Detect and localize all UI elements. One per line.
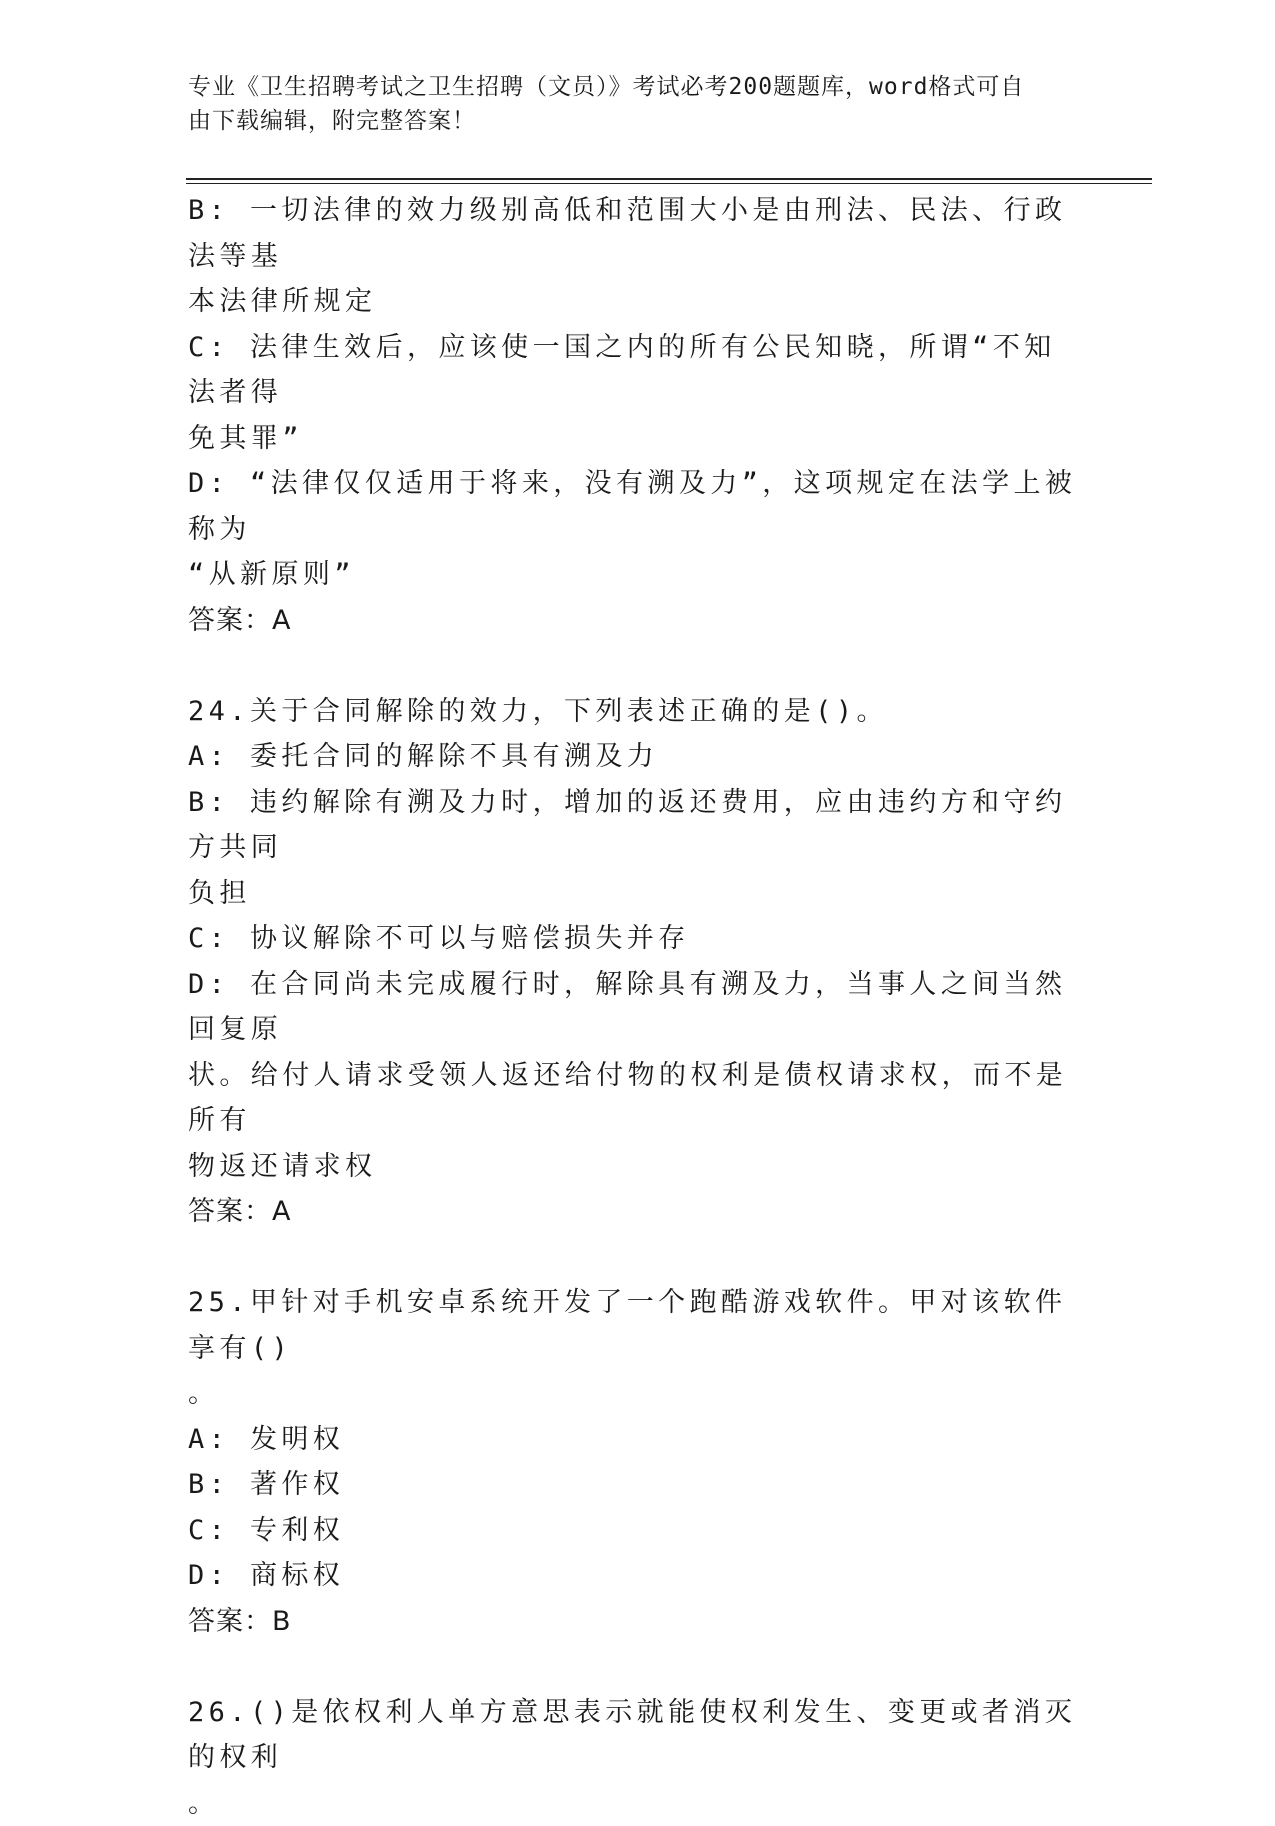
option-d-line-2: 状。给付人请求受领人返还给付物的权利是债权请求权，而不是所有 xyxy=(188,1053,1080,1144)
answer: 答案：B xyxy=(188,1599,1080,1645)
question-stem: 24.关于合同解除的效力，下列表述正确的是()。 xyxy=(188,689,1080,735)
header-line-1: 专业《卫生招聘考试之卫生招聘（文员）》考试必考200题题库，word格式可自 xyxy=(188,70,1068,104)
option-d-line-2: “从新原则” xyxy=(188,552,1080,598)
option-b-line-2: 本法律所规定 xyxy=(188,279,1080,325)
document-body xyxy=(188,188,1080,1826)
spacer xyxy=(188,643,1080,689)
option-b-line-2: 负担 xyxy=(188,871,1080,917)
spacer xyxy=(188,1235,1080,1281)
question-23-continued xyxy=(188,188,1080,643)
option-b-line-1: B: 违约解除有溯及力时，增加的返还费用，应由违约方和守约方共同 xyxy=(188,780,1080,871)
header-line-2: 由下载编辑，附完整答案！ xyxy=(188,104,1068,138)
question-26 xyxy=(188,1690,1080,1826)
option-d-line-1: D: 在合同尚未完成履行时，解除具有溯及力，当事人之间当然回复原 xyxy=(188,962,1080,1053)
option-a: A: 委托合同的解除不具有溯及力 xyxy=(188,734,1080,780)
question-stem-line-1: 25.甲针对手机安卓系统开发了一个跑酷游戏软件。甲对该软件享有() xyxy=(188,1280,1080,1371)
option-d: D: 商标权 xyxy=(188,1553,1080,1599)
header-divider-thin xyxy=(186,183,1152,184)
option-c-line-1: C: 法律生效后，应该使一国之内的所有公民知晓，所谓“不知法者得 xyxy=(188,325,1080,416)
option-d-line-1: D: “法律仅仅适用于将来，没有溯及力”，这项规定在法学上被称为 xyxy=(188,461,1080,552)
spacer xyxy=(188,1644,1080,1690)
option-d-line-3: 物返还请求权 xyxy=(188,1144,1080,1190)
question-24 xyxy=(188,689,1080,1235)
option-b: B: 著作权 xyxy=(188,1462,1080,1508)
option-c-line-2: 免其罪” xyxy=(188,416,1080,462)
question-25 xyxy=(188,1280,1080,1644)
document-header xyxy=(188,70,1068,138)
answer: 答案：A xyxy=(188,598,1080,644)
answer: 答案：A xyxy=(188,1189,1080,1235)
option-c: C: 协议解除不可以与赔偿损失并存 xyxy=(188,916,1080,962)
question-stem-line-1: 26.()是依权利人单方意思表示就能使权利发生、变更或者消灭的权利 xyxy=(188,1690,1080,1781)
question-stem-line-2: 。 xyxy=(188,1371,1080,1417)
option-c: C: 专利权 xyxy=(188,1508,1080,1554)
option-a: A: 发明权 xyxy=(188,1417,1080,1463)
header-divider-thick xyxy=(186,178,1152,180)
option-b-line-1: B: 一切法律的效力级别高低和范围大小是由刑法、民法、行政法等基 xyxy=(188,188,1080,279)
question-stem-line-2: 。 xyxy=(188,1781,1080,1826)
